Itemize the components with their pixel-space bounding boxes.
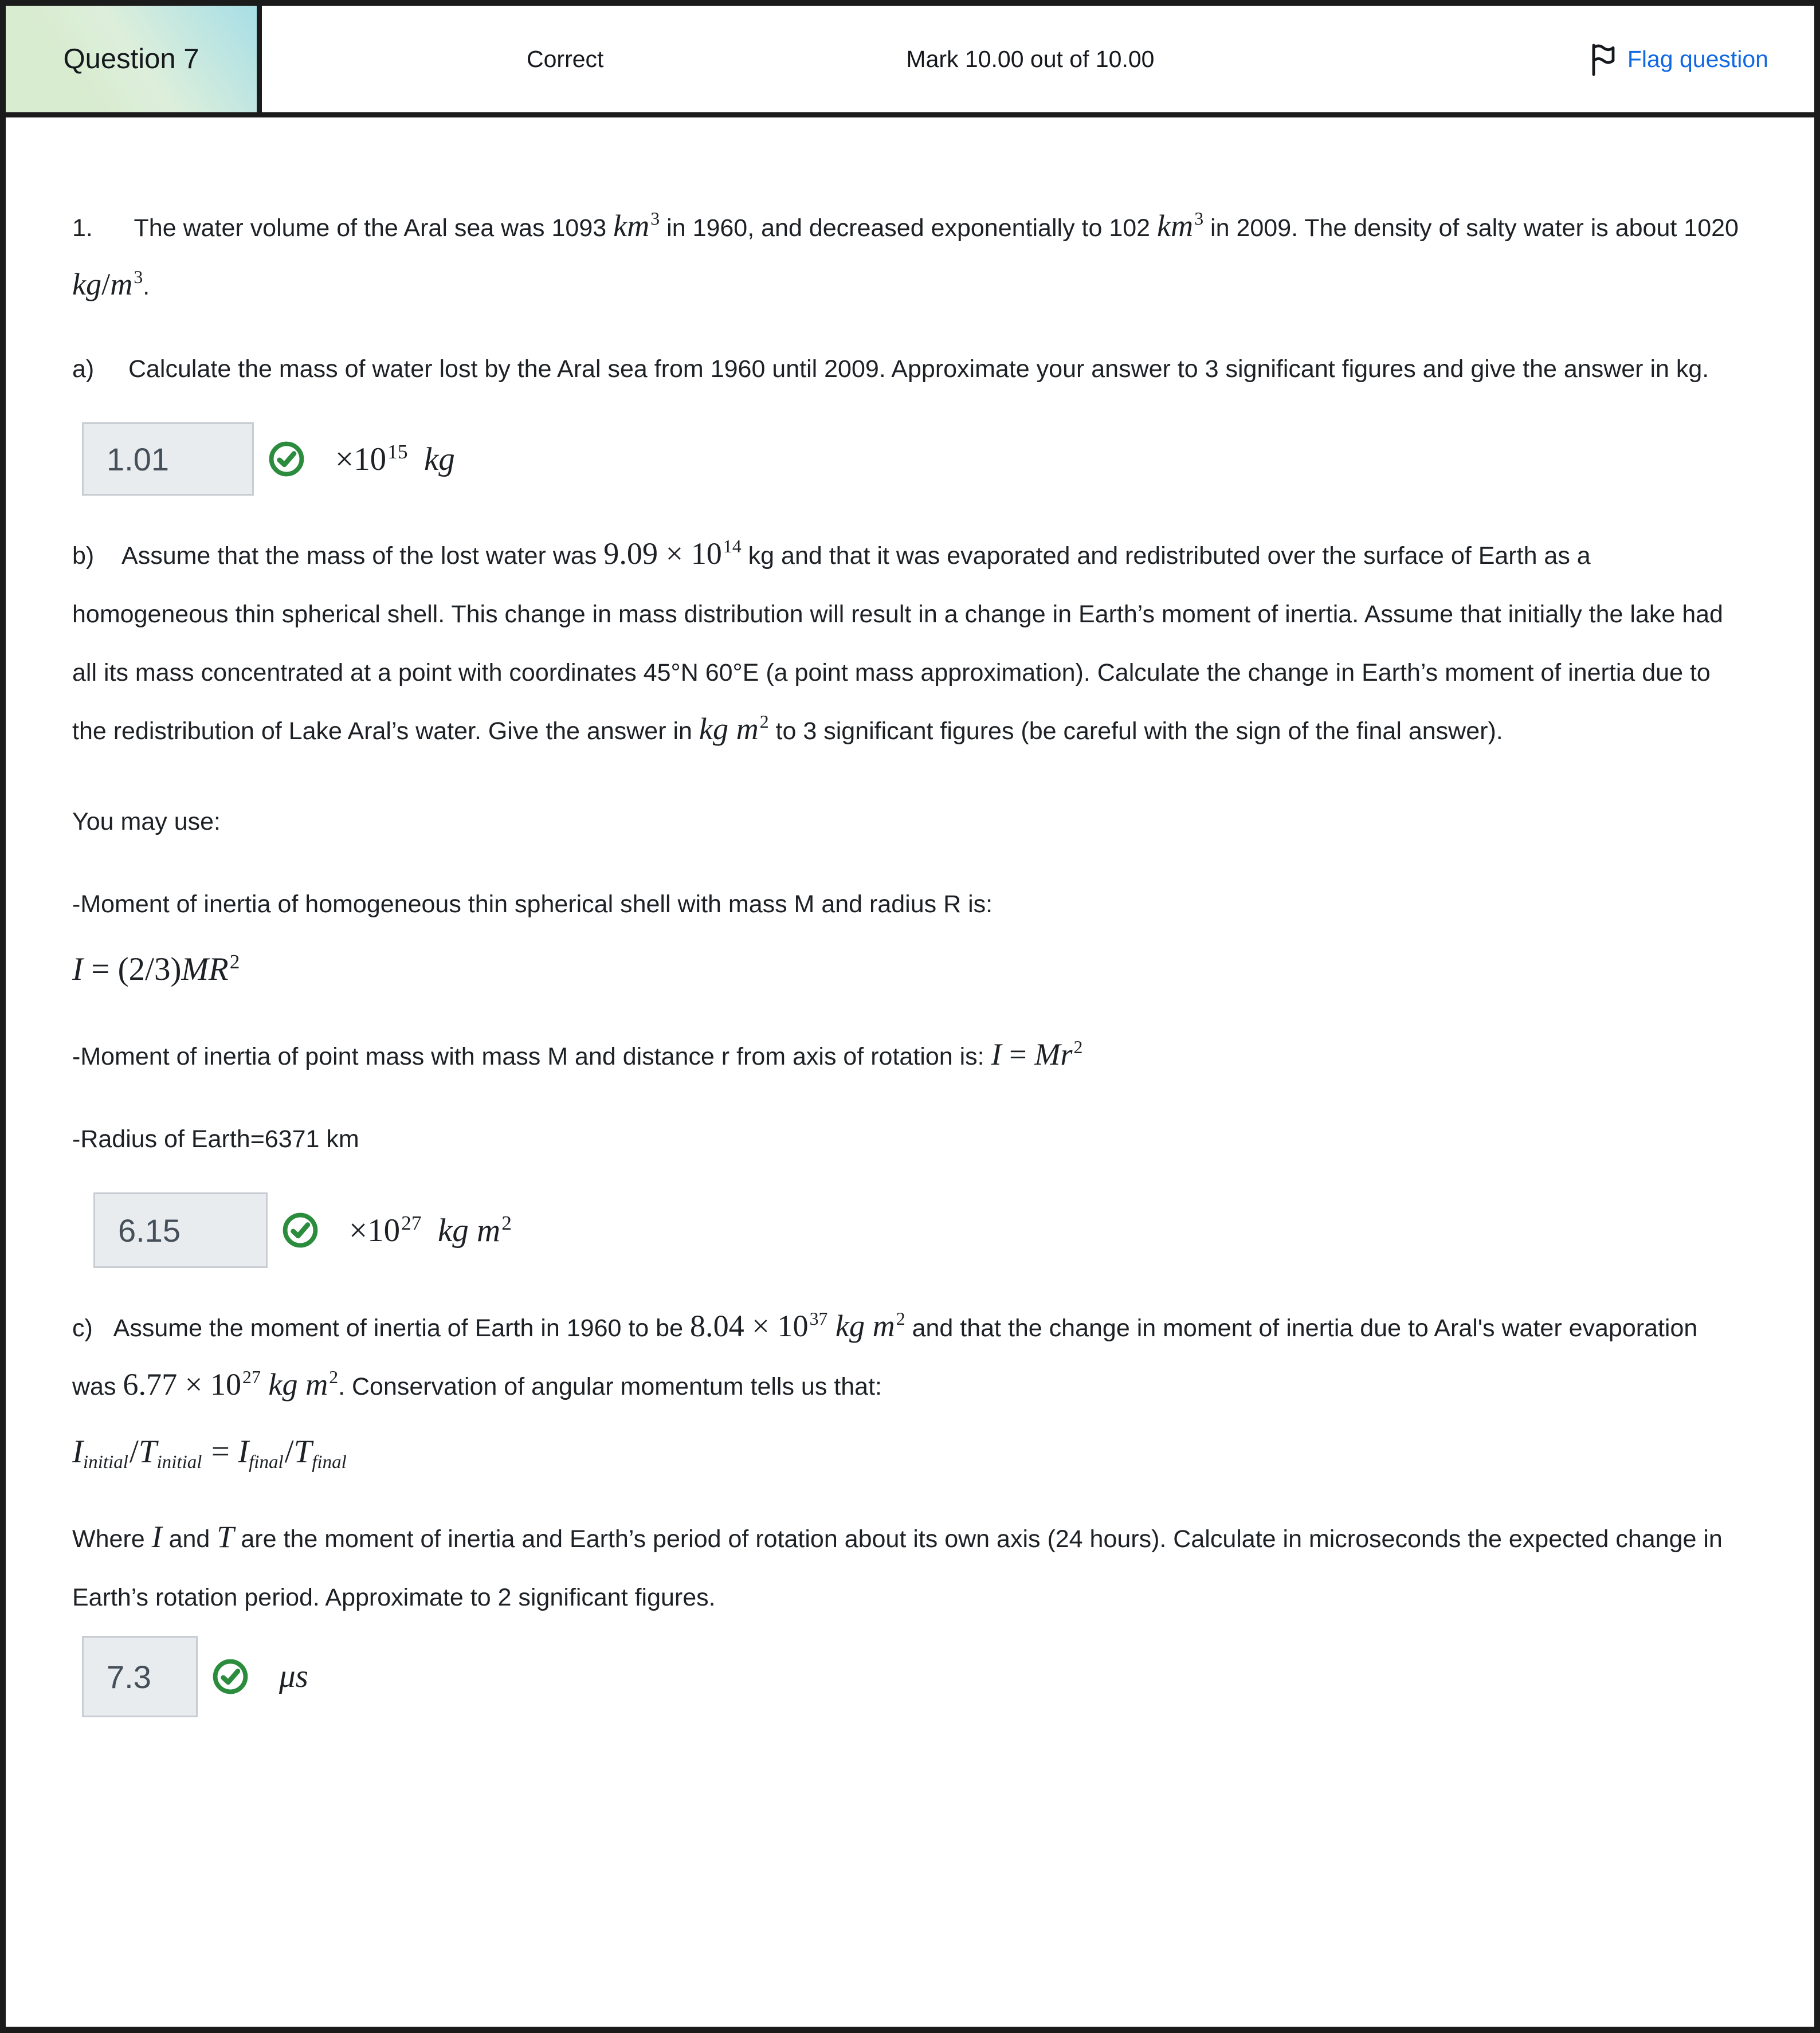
shell-inertia-text: -Moment of inertia of homogeneous thin spherical shell with mass M and radius R is: bbox=[72, 890, 993, 918]
answer-row-c: 7.3 μs bbox=[72, 1636, 1747, 1717]
answer-input-c[interactable] bbox=[82, 1636, 198, 1717]
earth-radius-text: -Radius of Earth=6371 km bbox=[72, 1125, 359, 1153]
question-header bbox=[6, 6, 1814, 117]
flag-icon bbox=[1588, 42, 1618, 76]
answer-input-b[interactable] bbox=[93, 1192, 268, 1268]
shell-inertia-equation: $I = (2/3)MR^2$ bbox=[72, 950, 240, 987]
intro-paragraph: 1. The water volume of the Aral sea was 1093 $km^3$ in 1960, and decreased exponentially to 102 $km^3$ in 2009. The density of salty water is about 1020 $kg/m^3$. bbox=[72, 209, 1739, 301]
you-may-use-text: You may use: bbox=[72, 808, 221, 835]
part-b-paragraph: b) Assume that the mass of the lost water was $9.09 \times 10^{14}$ kg and that it was evaporated and redistributed over the surface of Earth as a homogeneous thin spherical shell. This change in mass distribution will result in a change in Earth’s moment of inertia. Assume that initially the lake had all its mass concentrated at a point with coordinates 45°N 60°E (a point mass approximation). Calculate the change in Earth’s moment of inertia due to the redistribution of Lake Aral’s water. Give the answer in kg $m^2$ to 3 significant figures (be careful with the sign of the final answer). bbox=[72, 536, 1723, 746]
question-number: Question 7 bbox=[63, 44, 199, 74]
check-circle-icon bbox=[268, 440, 305, 478]
part-c-paragraph: c) Assume the moment of inertia of Earth in 1960 to be $8.04 \times 10^{37}$ kg $m^2$ and that the change in moment of inertia due to Aral's water evaporation was $6.77 \times 10^{27}$ kg $m^2$. Conservation of angular momentum tells us that: bbox=[72, 1309, 1698, 1402]
answer-row-b bbox=[72, 1192, 1747, 1268]
flag-question-label: Flag question bbox=[1627, 45, 1768, 72]
question-body bbox=[6, 117, 1814, 1717]
check-circle-icon bbox=[211, 1658, 249, 1696]
answer-input-a[interactable] bbox=[82, 422, 254, 496]
question-meta bbox=[262, 6, 1814, 112]
question-page bbox=[6, 6, 1814, 2027]
rotation-period-text: Where I and T are the moment of inertia and Earth’s period of rotation about its own axis (24 hours). Calculate in microseconds the expected change in Earth’s rotation period. Approximate to 2 significant figures. bbox=[72, 1520, 1723, 1611]
mark-label: Mark 10.00 out of 10.00 bbox=[906, 45, 1155, 72]
status-label: Correct bbox=[527, 45, 604, 72]
question-number-box bbox=[6, 6, 262, 112]
point-mass-text: -Moment of inertia of point mass with mass M and distance r from axis of rotation is: $I = Mr^2$ bbox=[72, 1037, 1083, 1072]
part-a-paragraph: a) Calculate the mass of water lost by the Aral sea from 1960 until 2009. Approximate your answer to 3 significant figures and give the answer in kg. bbox=[72, 355, 1709, 383]
conservation-equation: Iinitial/Tinitial = Ifinal/Tfinal bbox=[72, 1434, 347, 1473]
flag-question-link[interactable] bbox=[1588, 42, 1768, 76]
check-circle-icon bbox=[281, 1211, 319, 1249]
answer-unit-a: ×10 15 kg bbox=[335, 440, 455, 477]
answer-row-a bbox=[72, 422, 1747, 496]
answer-unit-b: ×10 27 kg m 2 bbox=[349, 1211, 512, 1249]
